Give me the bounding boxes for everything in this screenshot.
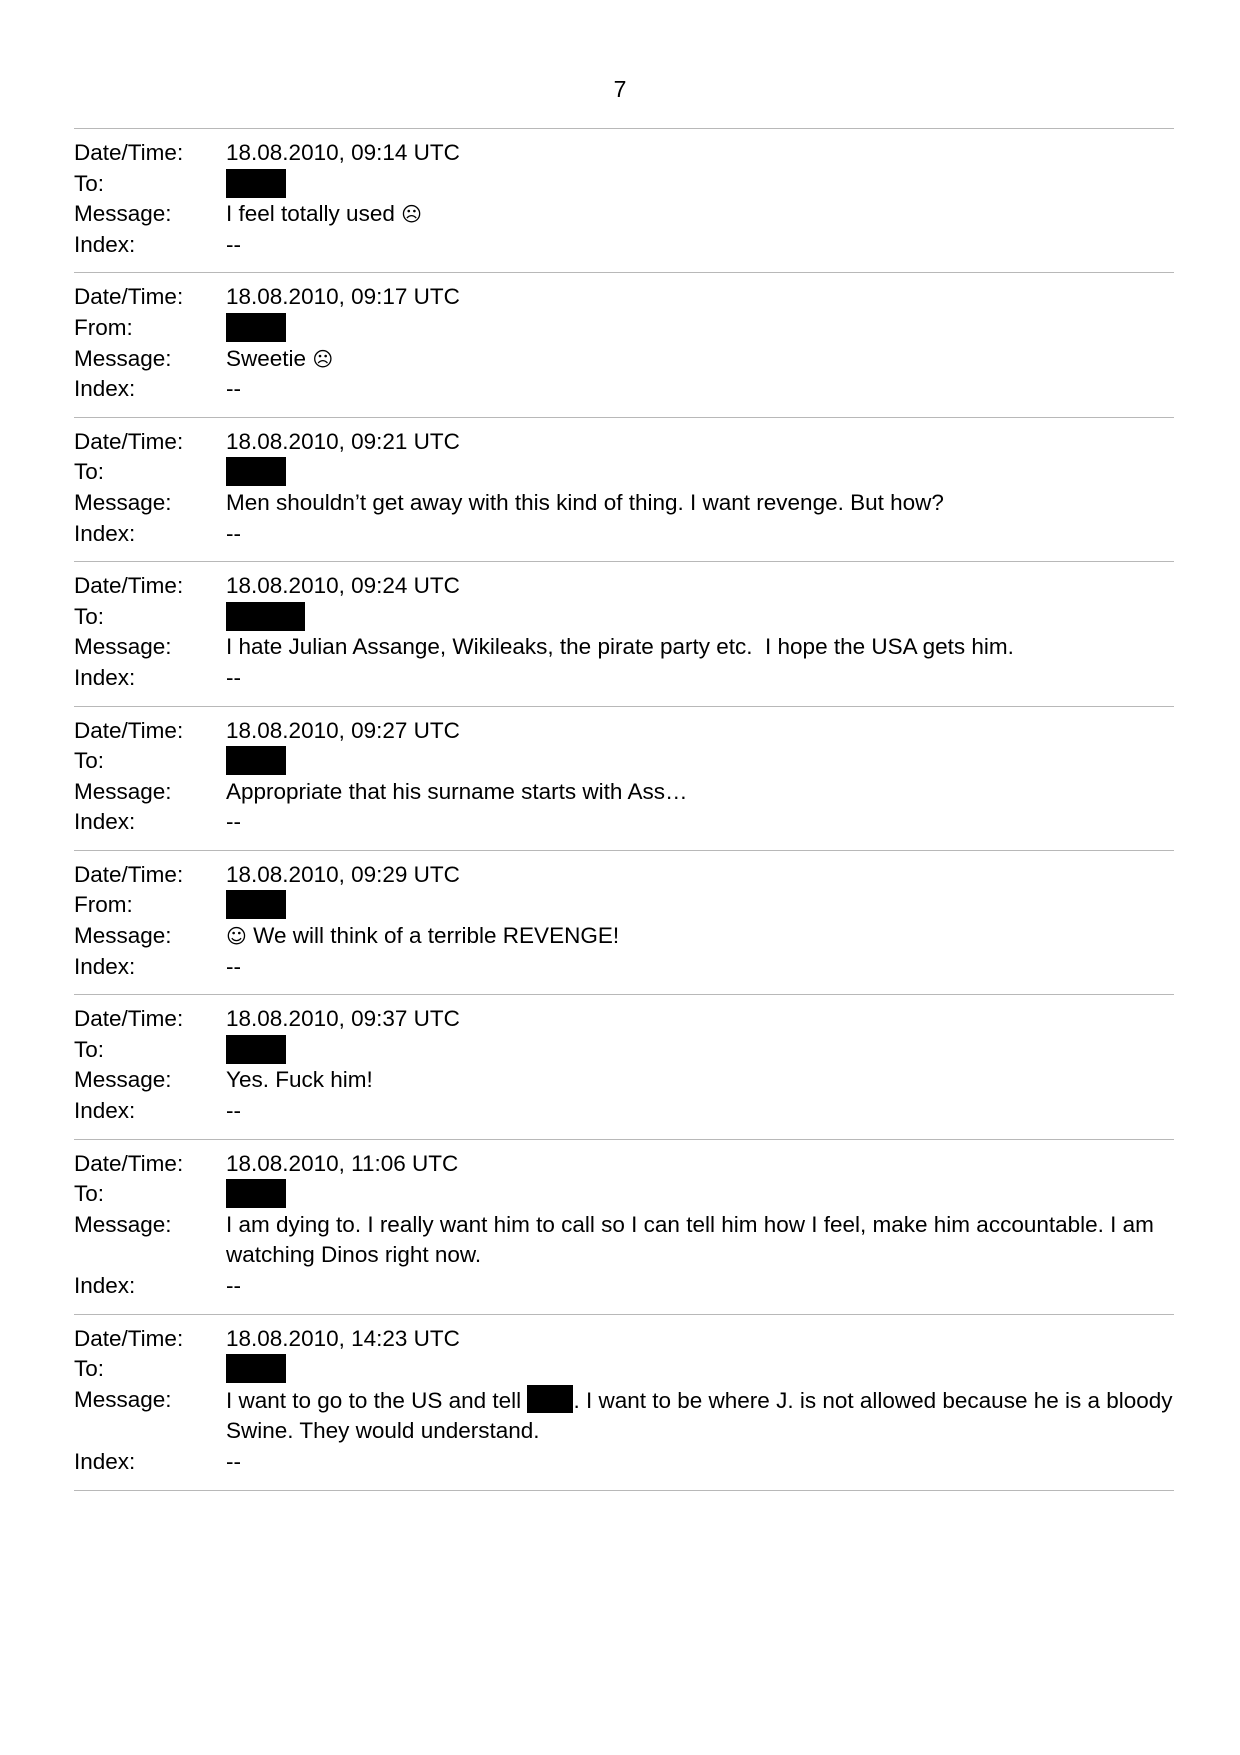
message-text: I am dying to. I really want him to call so I can tell him how I feel, make him accountable. I am watching Dinos right now. bbox=[226, 1211, 1154, 1268]
index-value: -- bbox=[226, 376, 241, 402]
index-value: -- bbox=[226, 1448, 241, 1474]
message-text: Sweetie ☹ bbox=[226, 345, 334, 371]
index-value: -- bbox=[226, 231, 241, 257]
redacted-name bbox=[226, 890, 286, 919]
message-record bbox=[74, 1314, 1174, 1491]
redacted-name bbox=[226, 746, 286, 775]
message-label: Message: bbox=[74, 1211, 172, 1237]
datetime-label: Date/Time: bbox=[74, 573, 184, 599]
to-label: To: bbox=[74, 748, 105, 774]
datetime-label: Date/Time: bbox=[74, 1150, 184, 1176]
datetime-label: Date/Time: bbox=[74, 284, 184, 310]
redacted-name bbox=[226, 1354, 286, 1383]
datetime-label: Date/Time: bbox=[74, 428, 184, 454]
datetime-value: 18.08.2010, 09:27 UTC bbox=[226, 717, 460, 743]
index-label: Index: bbox=[74, 809, 136, 835]
message-text: Men shouldn’t get away with this kind of thing. I want revenge. But how? bbox=[226, 489, 944, 515]
index-label: Index: bbox=[74, 520, 136, 546]
datetime-value: 18.08.2010, 09:21 UTC bbox=[226, 428, 460, 454]
index-label: Index: bbox=[74, 1448, 136, 1474]
index-label: Index: bbox=[74, 1098, 136, 1124]
message-record bbox=[74, 706, 1174, 850]
datetime-value: 18.08.2010, 09:37 UTC bbox=[226, 1006, 460, 1032]
message-label: Message: bbox=[74, 201, 172, 227]
frown-emoji-icon: ☹ bbox=[401, 202, 422, 227]
message-record bbox=[74, 417, 1174, 561]
message-label: Message: bbox=[74, 1386, 172, 1412]
to-label: To: bbox=[74, 1181, 105, 1207]
datetime-label: Date/Time: bbox=[74, 861, 184, 887]
message-record bbox=[74, 561, 1174, 705]
message-label: Message: bbox=[74, 489, 172, 515]
message-text: I want to go to the US and tell . I want to be where J. is not allowed because he is a bloody Swine. They would understand. bbox=[226, 1385, 1174, 1447]
index-label: Index: bbox=[74, 376, 136, 402]
message-text: I feel totally used ☹ bbox=[226, 201, 422, 227]
index-value: -- bbox=[226, 520, 241, 546]
redacted-name bbox=[226, 313, 286, 342]
message-label: Message: bbox=[74, 778, 172, 804]
index-value: -- bbox=[226, 1273, 241, 1298]
datetime-label: Date/Time: bbox=[74, 140, 184, 165]
index-label: Index: bbox=[74, 664, 136, 690]
to-label: To: bbox=[74, 1036, 105, 1062]
datetime-label: Date/Time: bbox=[74, 1325, 184, 1351]
message-record bbox=[74, 128, 1174, 272]
message-text: ☺ We will think of a terrible REVENGE! bbox=[226, 923, 620, 949]
message-label: Message: bbox=[74, 345, 172, 371]
redacted-name bbox=[226, 602, 305, 631]
message-label: Message: bbox=[74, 923, 172, 949]
message-record bbox=[74, 272, 1174, 416]
to-label: To: bbox=[74, 603, 105, 629]
to-label: To: bbox=[74, 459, 105, 485]
datetime-label: Date/Time: bbox=[74, 717, 184, 743]
to-label: To: bbox=[74, 1356, 105, 1382]
index-value: -- bbox=[226, 1098, 241, 1124]
index-label: Index: bbox=[74, 231, 136, 257]
datetime-value: 18.08.2010, 09:17 UTC bbox=[226, 284, 460, 310]
smile-emoji-icon: ☺ bbox=[226, 924, 247, 949]
redacted-name bbox=[226, 1035, 286, 1064]
index-value: -- bbox=[226, 953, 241, 979]
redacted-name bbox=[226, 169, 286, 198]
message-text: Yes. Fuck him! bbox=[226, 1067, 373, 1093]
index-label: Index: bbox=[74, 953, 136, 979]
from-label: From: bbox=[74, 892, 133, 918]
datetime-value: 18.08.2010, 14:23 UTC bbox=[226, 1325, 460, 1351]
message-label: Message: bbox=[74, 1067, 172, 1093]
to-label: To: bbox=[74, 170, 105, 196]
datetime-value: 18.08.2010, 11:06 UTC bbox=[226, 1150, 459, 1176]
message-record bbox=[74, 850, 1174, 994]
datetime-value: 18.08.2010, 09:24 UTC bbox=[226, 573, 460, 599]
message-text: Appropriate that his surname starts with Ass… bbox=[226, 778, 688, 804]
redacted-name bbox=[226, 457, 286, 486]
index-value: -- bbox=[226, 664, 241, 690]
index-value: -- bbox=[226, 809, 241, 835]
page-number: 7 bbox=[613, 76, 627, 102]
message-record bbox=[74, 994, 1174, 1138]
message-log bbox=[74, 128, 1174, 1491]
redacted-name bbox=[226, 1179, 286, 1208]
frown-emoji-icon: ☹ bbox=[312, 346, 334, 371]
datetime-label: Date/Time: bbox=[74, 1006, 184, 1032]
datetime-value: 18.08.2010, 09:14 UTC bbox=[226, 140, 460, 165]
message-label: Message: bbox=[74, 634, 172, 660]
message-text: I hate Julian Assange, Wikileaks, the pirate party etc. I hope the USA gets him. bbox=[226, 634, 1014, 660]
index-label: Index: bbox=[74, 1273, 136, 1298]
message-record bbox=[74, 1139, 1174, 1314]
from-label: From: bbox=[74, 314, 133, 340]
redacted-name bbox=[527, 1385, 573, 1413]
datetime-value: 18.08.2010, 09:29 UTC bbox=[226, 861, 460, 887]
